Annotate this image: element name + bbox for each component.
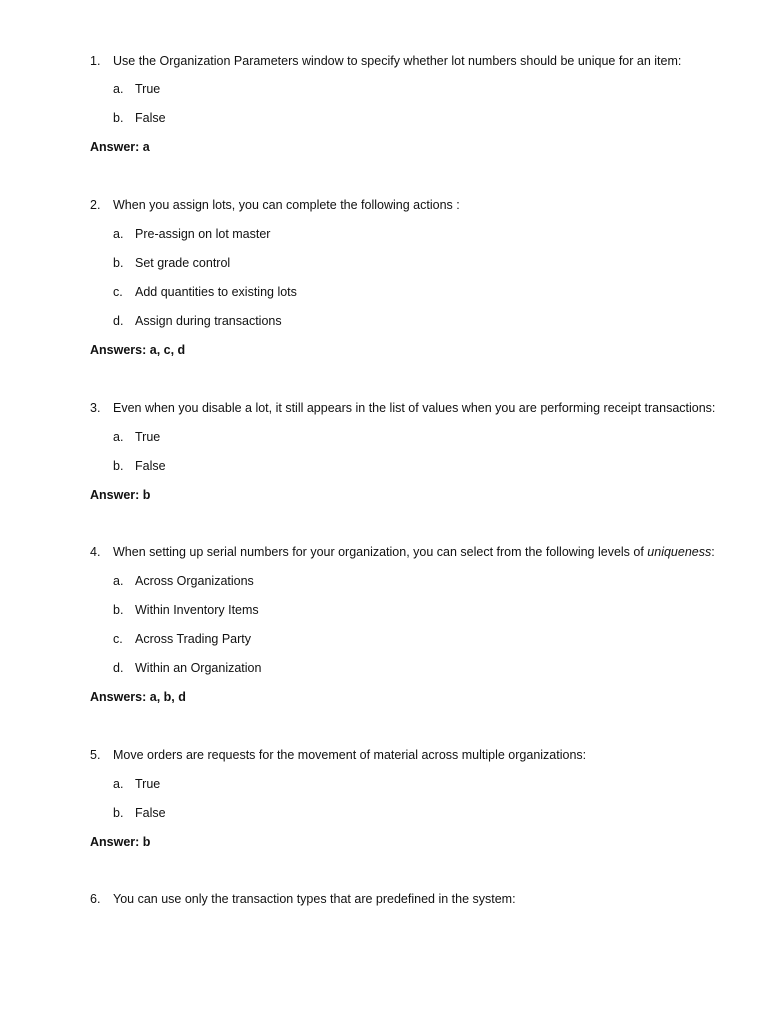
question-text: You can use only the transaction types that are predefined in the system:: [113, 892, 516, 906]
option-letter: b.: [113, 806, 124, 820]
option-text: Pre-assign on lot master: [135, 227, 271, 241]
option-text: Across Organizations: [135, 574, 254, 588]
question-text: [113, 544, 715, 560]
question-text: When you assign lots, you can complete the following actions :: [113, 198, 460, 212]
option-text: True: [135, 430, 161, 444]
option-text: Assign during transactions: [135, 314, 282, 328]
option-text: True: [135, 82, 161, 96]
option-letter: b.: [113, 603, 124, 617]
question-text: Use the Organization Parameters window to specify whether lot numbers should be unique for an item:: [113, 54, 682, 68]
option-letter: a.: [113, 430, 124, 444]
option-letter: a.: [113, 227, 124, 241]
option-letter: c.: [113, 285, 123, 299]
option-text: False: [135, 459, 166, 473]
question-number: 6.: [90, 892, 101, 906]
option-text: Across Trading Party: [135, 632, 252, 646]
question-text: Move orders are requests for the movement of material across multiple organizations:: [113, 748, 587, 762]
answer-text: Answer: b: [90, 488, 151, 502]
question-number: 2.: [90, 198, 101, 212]
option-letter: c.: [113, 632, 123, 646]
option-letter: a.: [113, 777, 124, 791]
option-text: Add quantities to existing lots: [135, 285, 297, 299]
option-letter: d.: [113, 314, 124, 328]
option-letter: a.: [113, 82, 124, 96]
question-text-start: When setting up serial numbers for your organization, you can select from the following levels of: [113, 545, 648, 559]
emphasis-text: uniqueness: [647, 545, 712, 559]
option-text: False: [135, 806, 166, 820]
option-text: Set grade control: [135, 256, 231, 270]
option-text: Within an Organization: [135, 661, 262, 675]
option-text: False: [135, 111, 166, 125]
question-number: 4.: [90, 545, 101, 559]
option-letter: b.: [113, 459, 124, 473]
answer-text: Answer: a: [90, 140, 150, 154]
question-text: Even when you disable a lot, it still appears in the list of values when you are performing receipt transactions:: [113, 401, 716, 415]
question-text-end: :: [711, 545, 715, 559]
answer-text: Answers: a, b, d: [90, 690, 186, 704]
question-number: 1.: [90, 54, 101, 68]
question-number: 3.: [90, 401, 101, 415]
question-number: 5.: [90, 748, 101, 762]
answer-text: Answers: a, c, d: [90, 343, 186, 357]
option-text: Within Inventory Items: [135, 603, 259, 617]
option-letter: a.: [113, 574, 124, 588]
option-letter: b.: [113, 111, 124, 125]
option-letter: b.: [113, 256, 124, 270]
answer-text: Answer: b: [90, 835, 151, 849]
option-text: True: [135, 777, 161, 791]
option-letter: d.: [113, 661, 124, 675]
